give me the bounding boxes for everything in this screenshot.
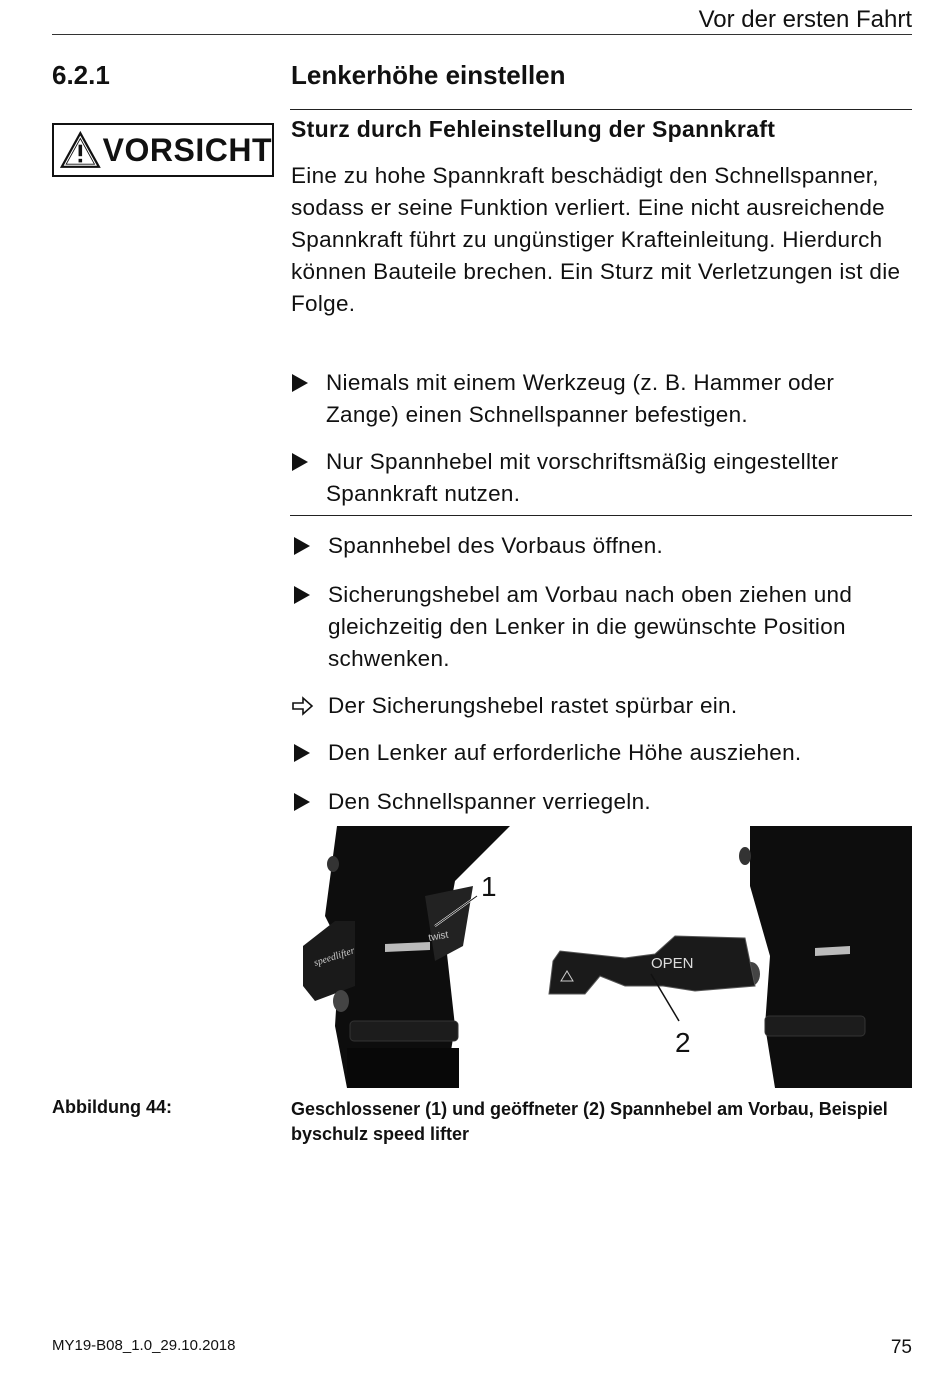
action-arrow-icon: [290, 446, 326, 510]
step-text: Den Lenker auf erforderliche Höhe ausziehen.: [328, 740, 802, 765]
step-result-item: [292, 690, 910, 725]
warning-text: Eine zu hohe Spannkraft beschädigt den Schnellspanner, sodass er seine Funktion verliert. Eine nicht ausreichende Spannkraft führt zu ungünstiger Krafteinleitung. Hierdurch können Bauteile brechen. Ein Sturz mit Verletzungen ist die Folge.: [291, 163, 901, 316]
figure-caption-text: Geschlossener (1) und geöffneter (2) Spannhebel am Vorbau, Beispiel byschulz speed lifter: [291, 1099, 888, 1144]
step-item: [292, 737, 910, 771]
callout-2: 2: [675, 1027, 691, 1058]
step-item: [292, 786, 910, 820]
page-number: 75: [890, 1337, 912, 1358]
step-item: [292, 579, 910, 675]
instruction-text: Niemals mit einem Werkzeug (z. B. Hammer oder Zange) einen Schnellspanner befestigen.: [326, 370, 835, 427]
header-divider: [52, 34, 912, 35]
section-number: 6.2.1: [52, 60, 110, 90]
warning-badge-label: VORSICHT: [102, 131, 272, 168]
step-text: Spannhebel des Vorbaus öffnen.: [328, 533, 664, 558]
step-text: Sicherungshebel am Vorbau nach oben ziehen und gleichzeitig den Lenker in die gewünschte Position schwenken.: [328, 582, 853, 671]
warning-triangle-icon: [60, 129, 101, 171]
step-text: Den Schnellspanner verriegeln.: [328, 789, 651, 814]
open-label: OPEN: [651, 955, 694, 972]
action-arrow-icon: [292, 786, 328, 820]
warning-instruction-item: [290, 446, 910, 510]
chapter-header: Vor der ersten Fahrt: [698, 6, 912, 33]
warning-instruction-item: [290, 367, 910, 431]
warning-bottom-rule: [290, 515, 912, 516]
action-arrow-icon: [292, 530, 328, 564]
closed-lever-image: [303, 826, 510, 1088]
twist-label: twist: [427, 929, 450, 944]
step-text: Der Sicherungshebel rastet spürbar ein.: [328, 693, 738, 718]
warning-title: Sturz durch Fehleinstellung der Spannkraft: [291, 116, 776, 142]
open-lever-image: [549, 826, 912, 1088]
callout-1: 1: [481, 871, 497, 902]
warning-instructions: [290, 367, 910, 510]
warning-top-rule: [290, 109, 912, 110]
action-arrow-icon: [292, 737, 328, 771]
stem-lever-photo: [295, 826, 912, 1088]
warning-badge: [52, 123, 274, 177]
action-arrow-icon: [292, 579, 328, 675]
brand-label: speedlifter: [312, 945, 357, 969]
step-item: [292, 530, 910, 564]
instruction-text: Nur Spannhebel mit vorschriftsmäßig eingestellter Spannkraft nutzen.: [326, 449, 839, 506]
result-arrow-icon: [292, 690, 328, 725]
section-title: Lenkerhöhe einstellen: [291, 60, 566, 90]
action-arrow-icon: [290, 367, 326, 431]
procedure-steps: [292, 530, 910, 820]
figure-caption-label: Abbildung 44:: [52, 1097, 172, 1117]
document-id: MY19-B08_1.0_29.10.2018: [52, 1337, 236, 1354]
